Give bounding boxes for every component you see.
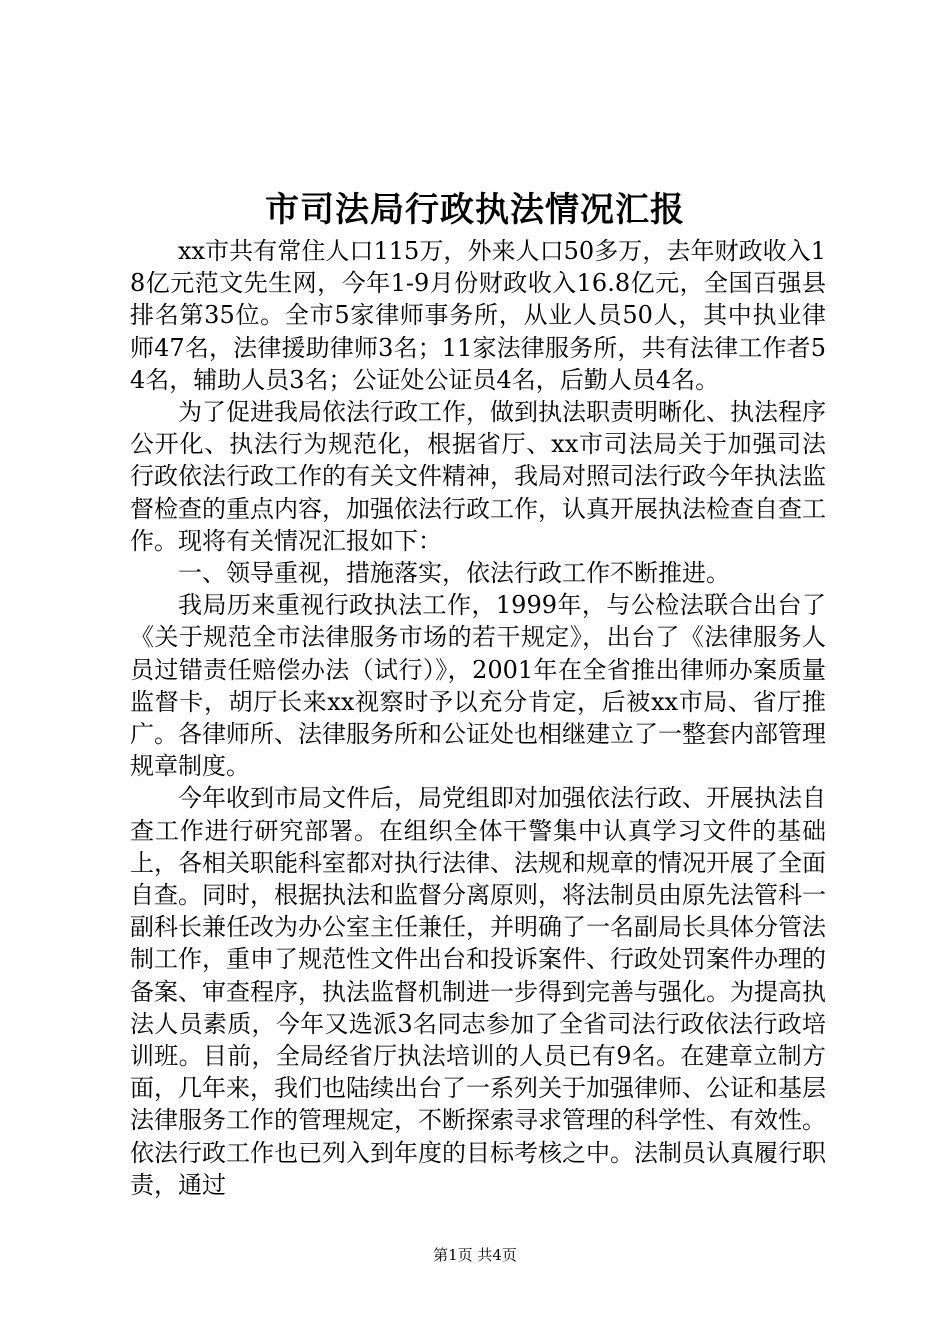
paragraph-purpose: 为了促进我局依法行政工作，做到执法职责明晰化、执法程序公开化、执法行为规范化，根据省厅、xx市司法局关于加强司法行政依法行政工作的有关文件精神，我局对照司法行政今年执法监督检查的重点内容，加强依法行政工作，认真开展执法检查自查工作。现将有关情况汇报如下： bbox=[130, 398, 826, 555]
document-title: 市司法局行政执法情况汇报 bbox=[265, 190, 685, 230]
document-body bbox=[130, 235, 826, 1201]
paragraph-history: 我局历来重视行政执法工作，1999年，与公检法联合出台了《关于规范全市法律服务市场的若干规定》，出台了《法律服务人员过错责任赔偿办法（试行）》，2001年在全省推出律师办案质量监督卡，胡厅长来xx视察时予以充分肯定，后被xx市局、省厅推广。各律师所、法律服务所和公证处也相继建立了一整套内部管理规章制度。 bbox=[130, 591, 826, 781]
paragraph-self-inspection: 今年收到市局文件后，局党组即对加强依法行政、开展执法自查工作进行研究部署。在组织全体干警集中认真学习文件的基础上，各相关职能科室都对执行法律、法规和规章的情况开展了全面自查。同时，根据执法和监督分离原则，将法制员由原先法管科一副科长兼任改为办公室主任兼任，并明确了一名副局长具体分管法制工作，重申了规范性文件出台和投诉案件、行政处罚案件办理的备案、审查程序，执法监督机制进一步得到完善与强化。为提高执法人员素质，今年又选派3名同志参加了全省司法行政依法行政培训班。目前，全局经省厅执法培训的人员已有9名。在建章立制方面，几年来，我们也陆续出台了一系列关于加强律师、公证和基层法律服务工作的管理规定，不断探索寻求管理的科学性、有效性。依法行政工作也已列入到年度的目标考核之中。法制员认真履行职责，通过 bbox=[130, 784, 826, 1199]
page-footer: 第1页 共4页 bbox=[433, 1246, 517, 1264]
paragraph-population-finance: xx市共有常住人口115万，外来人口50多万，去年财政收入18亿元范文先生网，今年1-9月份财政收入16.8亿元，全国百强县排名第35位。全市5家律师事务所，从业人员50人，其中执业律师47名，法律援助律师3名；11家法律服务所，共有法律工作者54名，辅助人员3名；公证处公证员4名，后勤人员4名。 bbox=[130, 237, 826, 394]
section-heading-1: 一、领导重视，措施落实，依法行政工作不断推进。 bbox=[178, 559, 730, 588]
